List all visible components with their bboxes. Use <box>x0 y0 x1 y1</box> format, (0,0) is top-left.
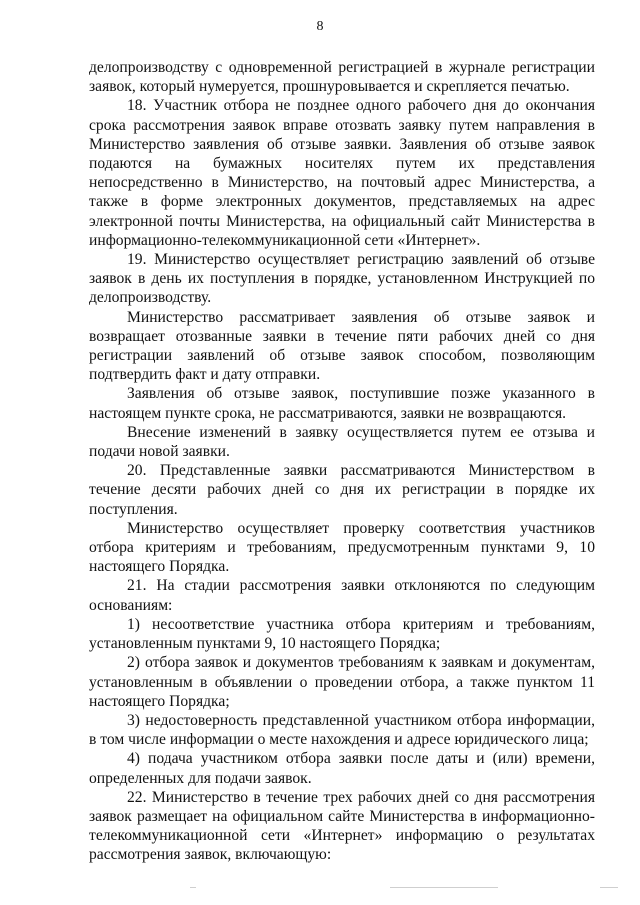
page-number: 8 <box>316 19 324 34</box>
paragraph-item-22: 22. Министерство в течение трех рабочих дней со дня рассмотрения заявок размещает на официальном сайте Министерства в информационно-телекоммуникационной сети «Интернет» информацию о результатах рассмотрения заявок, включающую: <box>89 788 595 864</box>
list-item-3: 3) недостоверность представленной участником отбора информации, в том числе информации о месте нахождения и адресе юридического лица; <box>89 711 595 749</box>
list-item-4: 4) подача участником отбора заявки после даты и (или) времени, определенных для подачи заявок. <box>89 750 595 787</box>
list-item-2: 2) отбора заявок и документов требованиям к заявкам и документам, установленным в объявлении о проведении отбора, а также пунктом 11 настоящего Порядка; <box>89 654 595 710</box>
paragraph-continuation: делопроизводству с одновременной регистрацией в журнале регистрации заявок, который нумеруется, прошнуровывается и скрепляется печатью. <box>89 59 595 96</box>
paragraph-item-19: 19. Министерство осуществляет регистрацию заявлений об отзыве заявок в день их поступления в порядке, установленном Инструкцией по делопроизводству. <box>89 251 595 307</box>
list-item-1: 1) несоответствие участника отбора критериям и требованиям, установленным пунктами 9, 10 настоящего Порядка; <box>89 615 595 653</box>
scan-artifact <box>600 887 618 888</box>
paragraph-late-withdrawals: Заявления об отзыве заявок, поступившие позже указанного в настоящем пункте срока, не рассматриваются, заявки не возвращаются. <box>89 385 595 422</box>
paragraph-item-21: 21. На стадии рассмотрения заявки отклоняются по следующим основаниям: <box>89 577 595 614</box>
paragraph-return-of-applications: Министерство рассматривает заявления об отзыве заявок и возвращает отозванные заявки в течение пяти рабочих дней со дня регистрации заявлений об отзыве заявок способом, позволяющим подтвердить факт и дату отправки. <box>89 308 595 384</box>
paragraph-amendments: Внесение изменений в заявку осуществляется путем ее отзыва и подачи новой заявки. <box>89 423 595 461</box>
paragraph-item-18: 18. Участник отбора не позднее одного рабочего дня до окончания срока рассмотрения заявок вправе отозвать заявку путем направления в Министерство заявления об отзыве заявки. Заявления об отзыве заявок подаются на бумажных носителях путем их представления непосредственно в Министерство, на почтовый адрес Министерства, а также в форме электронных документов, представляемых на адрес электронной почты Министерства, на официальный сайт Министерства в информационно-телекоммуникационной сети «Интернет». <box>89 97 595 249</box>
paragraph-item-20: 20. Представленные заявки рассматриваются Министерством в течение десяти рабочих дней со дня их регистрации в порядке их поступления. <box>89 462 595 518</box>
paragraph-compliance-check: Министерство осуществляет проверку соответствия участников отбора критериям и требованиям, предусмотренным пунктами 9, 10 настоящего Порядка. <box>89 519 595 576</box>
scan-artifact <box>190 887 196 888</box>
document-body <box>89 58 595 865</box>
scan-artifact <box>390 887 498 888</box>
